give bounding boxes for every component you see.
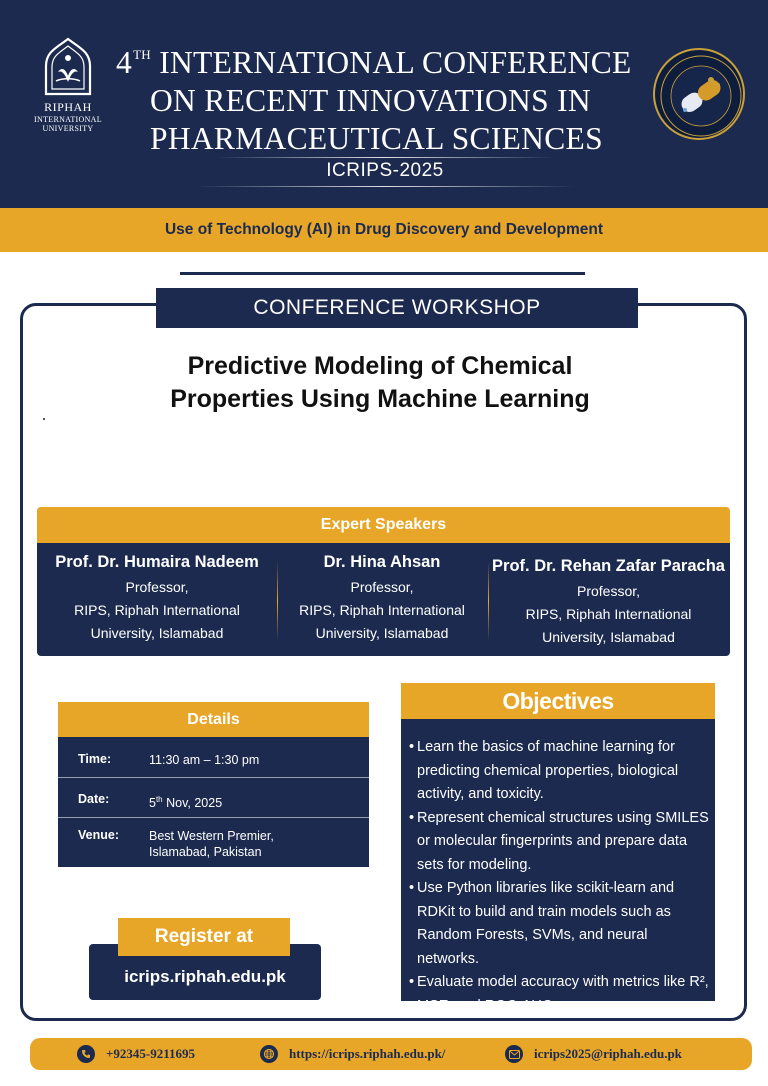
details-row-date [58, 782, 369, 818]
contact-footer [30, 1038, 752, 1070]
time-label: Time: [78, 752, 112, 766]
capsule-seal-icon [655, 50, 747, 142]
details-heading-bar [58, 702, 369, 737]
conference-theme: Use of Technology (AI) in Drug Discovery and Development [164, 221, 604, 238]
details-row-time [58, 742, 369, 778]
speaker-role: Professor, [576, 583, 641, 599]
date-label: Date: [78, 792, 110, 806]
speaker-name: Prof. Dr. Rehan Zafar Paracha [492, 557, 725, 575]
speakers-panel [37, 543, 730, 656]
objective-item: • Learn the basics of machine learning for predicting chemical properties, biological activity, and toxicity. [409, 739, 679, 802]
workshop-tag: CONFERENCE WORKSHOP [156, 288, 638, 328]
stray-dot [43, 418, 45, 420]
riphah-emblem-icon [36, 36, 100, 98]
objectives-panel [401, 719, 715, 1014]
speaker-role: Professor, [125, 579, 189, 595]
objective-item: • Use Python libraries like scikit-learn and RDKit to build and train models such as Random Forests, SVMs, and neural networks. [409, 880, 675, 967]
conference-title [112, 36, 652, 158]
icrips-seal-logo [653, 48, 745, 140]
website-url[interactable]: https://icrips.riphah.edu.pk/ [289, 1046, 446, 1061]
speaker-card [487, 555, 730, 649]
conference-theme-band [0, 208, 768, 252]
time-value: 11:30 am – 1:30 pm [149, 753, 260, 767]
conference-acronym: ICRIPS-2025 [326, 160, 444, 181]
speaker-affiliation: RIPS, Riphah International [525, 606, 692, 622]
register-url[interactable]: icrips.riphah.edu.pk [124, 967, 286, 986]
conference-title-line-3: PHARMACEUTICAL SCIENCES [150, 121, 603, 156]
riphah-university-logo [22, 36, 114, 133]
venue-value: Best Western Premier, Islamabad, Pakistan [149, 829, 274, 859]
conference-title-line-1: INTERNATIONAL CONFERENCE [159, 45, 632, 80]
objective-item: • Evaluate model accuracy with metrics like R², MSE, and ROC-AUC. [409, 974, 709, 1014]
details-panel [58, 737, 369, 867]
email-icon [505, 1045, 523, 1063]
speakers-heading-bar [37, 507, 730, 543]
objective-item: • Represent chemical structures using SMILES or molecular fingerprints and prepare data sets for modeling. [409, 809, 709, 873]
speaker-location: University, Islamabad [542, 629, 675, 645]
conference-header [0, 0, 768, 208]
speaker-location: University, Islamabad [315, 625, 449, 641]
speaker-location: University, Islamabad [90, 625, 224, 641]
speaker-card [277, 551, 487, 645]
university-subtitle-1: INTERNATIONAL [34, 115, 102, 124]
speaker-name: Dr. Hina Ahsan [323, 553, 441, 571]
date-value: 5th Nov, 2025 [149, 795, 223, 811]
contact-phone[interactable] [77, 1045, 195, 1063]
register-label: Register at [118, 918, 290, 956]
workshop-title [100, 350, 660, 416]
speaker-role: Professor, [350, 579, 414, 595]
phone-number[interactable]: +92345-9211695 [106, 1046, 196, 1061]
contact-email[interactable] [505, 1045, 682, 1063]
details-heading: Details [187, 710, 240, 728]
speaker-name: Prof. Dr. Humaira Nadeem [55, 553, 259, 571]
workshop-title-line-2: Properties Using Machine Learning [170, 385, 590, 413]
globe-icon [260, 1045, 278, 1063]
contact-website[interactable] [260, 1045, 445, 1063]
phone-icon [77, 1045, 95, 1063]
conference-ordinal: 4TH [116, 45, 151, 80]
conference-title-line-2: ON RECENT INNOVATIONS IN [150, 83, 591, 118]
objectives-heading-bar [401, 683, 715, 719]
speaker-affiliation: RIPS, Riphah International [74, 602, 240, 618]
university-name: RIPHAH [44, 100, 92, 114]
speakers-heading: Expert Speakers [320, 516, 447, 533]
venue-label: Venue: [78, 828, 119, 842]
title-divider-bottom [195, 186, 575, 187]
speaker-card [37, 551, 277, 645]
workshop-title-line-1: Predictive Modeling of Chemical [187, 352, 573, 380]
speaker-affiliation: RIPS, Riphah International [299, 602, 465, 618]
objectives-list [409, 736, 709, 1018]
workshop-top-rule [180, 272, 585, 275]
university-subtitle-2: UNIVERSITY [42, 124, 94, 133]
details-row-venue [58, 824, 369, 860]
objectives-heading: Objectives [502, 687, 614, 714]
title-divider-top [215, 157, 555, 158]
email-address[interactable]: icrips2025@riphah.edu.pk [534, 1046, 682, 1061]
